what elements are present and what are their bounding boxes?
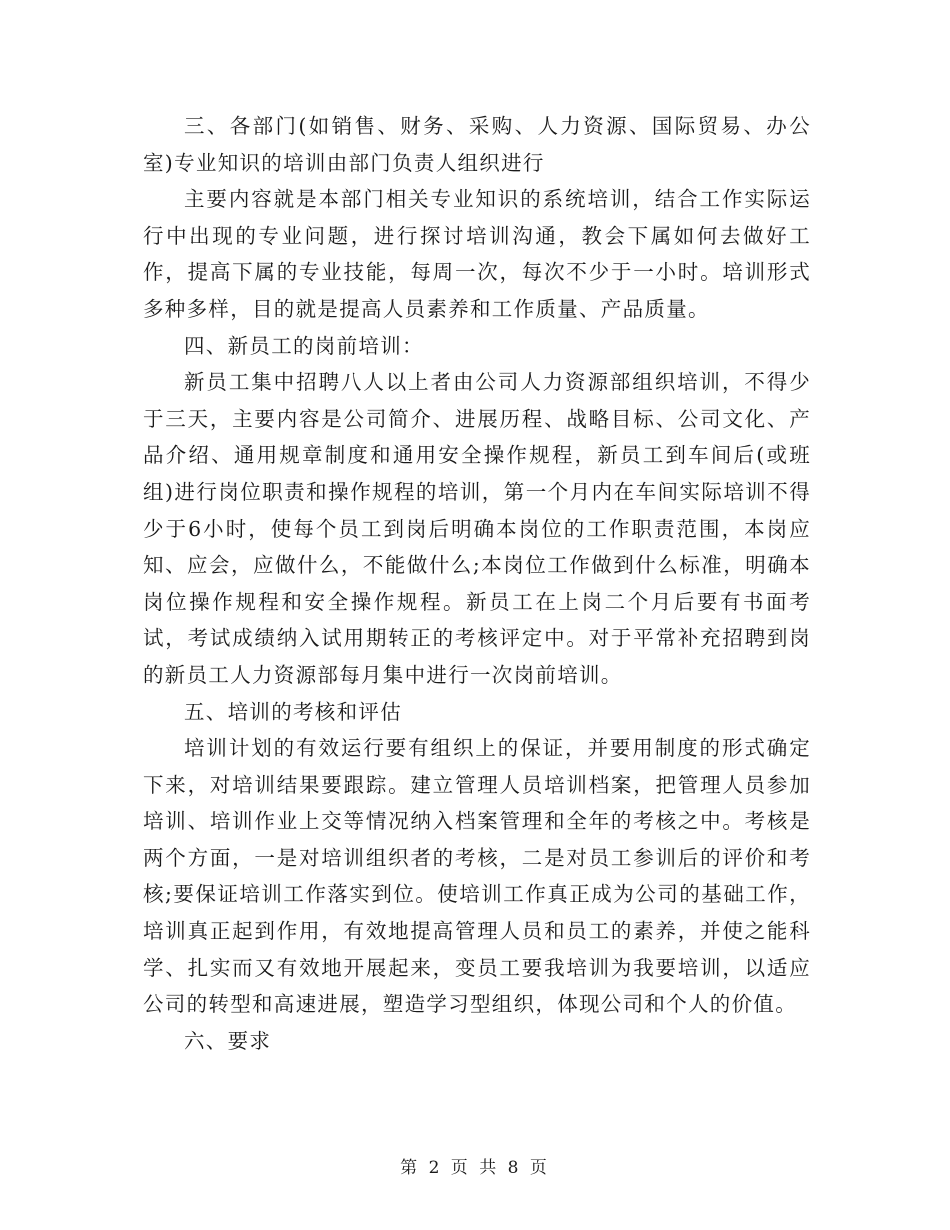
paragraph-new-employee-training: 新员工集中招聘八人以上者由公司人力资源部组织培训，不得少于三天，主要内容是公司简介、进展历程、战略目标、公司文化、产品介绍、通用规章制度和通用安全操作规程，新员工到车间后(或班组)进行岗位职责和操作规程的培训，第一个月内在车间实际培训不得少于6小时，使每个员工到岗后明确本岗位的工作职责范围，本岗应知、应会，应做什么，不能做什么;本岗位工作做到什么标准，明确本岗位操作规程和安全操作规程。新员工在上岗二个月后要有书面考试，考试成绩纳入试用期转正的考核评定中。对于平常补充招聘到岗的新员工人力资源部每月集中进行一次岗前培训。 <box>143 370 811 687</box>
paragraph-assessment: 培训计划的有效运行要有组织上的保证，并要用制度的形式确定下来，对培训结果要跟踪。建立管理人员培训档案，把管理人员参加培训、培训作业上交等情况纳入档案管理和全年的考核之中。考核是两个方面，一是对培训组织者的考核，二是对员工参训后的评价和考核;要保证培训工作落实到位。使培训工作真正成为公司的基础工作，培训真正起到作用，有效地提高管理人员和员工的素养，并使之能科学、扎实而又有效地开展起来，变员工要我培训为我要培训，以适应公司的转型和高速进展，塑造学习型组织，体现公司和个人的价值。 <box>143 736 811 1017</box>
page-number-footer: 第 2 页 共 8 页 <box>400 1158 550 1178</box>
section-heading-4: 四、新员工的岗前培训： <box>184 333 424 358</box>
section-heading-3: 三、各部门(如销售、财务、采购、人力资源、国际贸易、办公室)专业知识的培训由部门负责人组织进行 <box>143 114 811 175</box>
paragraph-dept-training: 主要内容就是本部门相关专业知识的系统培训，结合工作实际运行中出现的专业问题，进行探讨培训沟通，教会下属如何去做好工作，提高下属的专业技能，每周一次，每次不少于一小时。培训形式多种多样，目的就是提高人员素养和工作质量、产品质量。 <box>143 187 811 321</box>
document-body <box>143 108 811 1059</box>
section-heading-5: 五、培训的考核和评估 <box>184 699 402 724</box>
section-heading-6: 六、要求 <box>184 1028 272 1053</box>
